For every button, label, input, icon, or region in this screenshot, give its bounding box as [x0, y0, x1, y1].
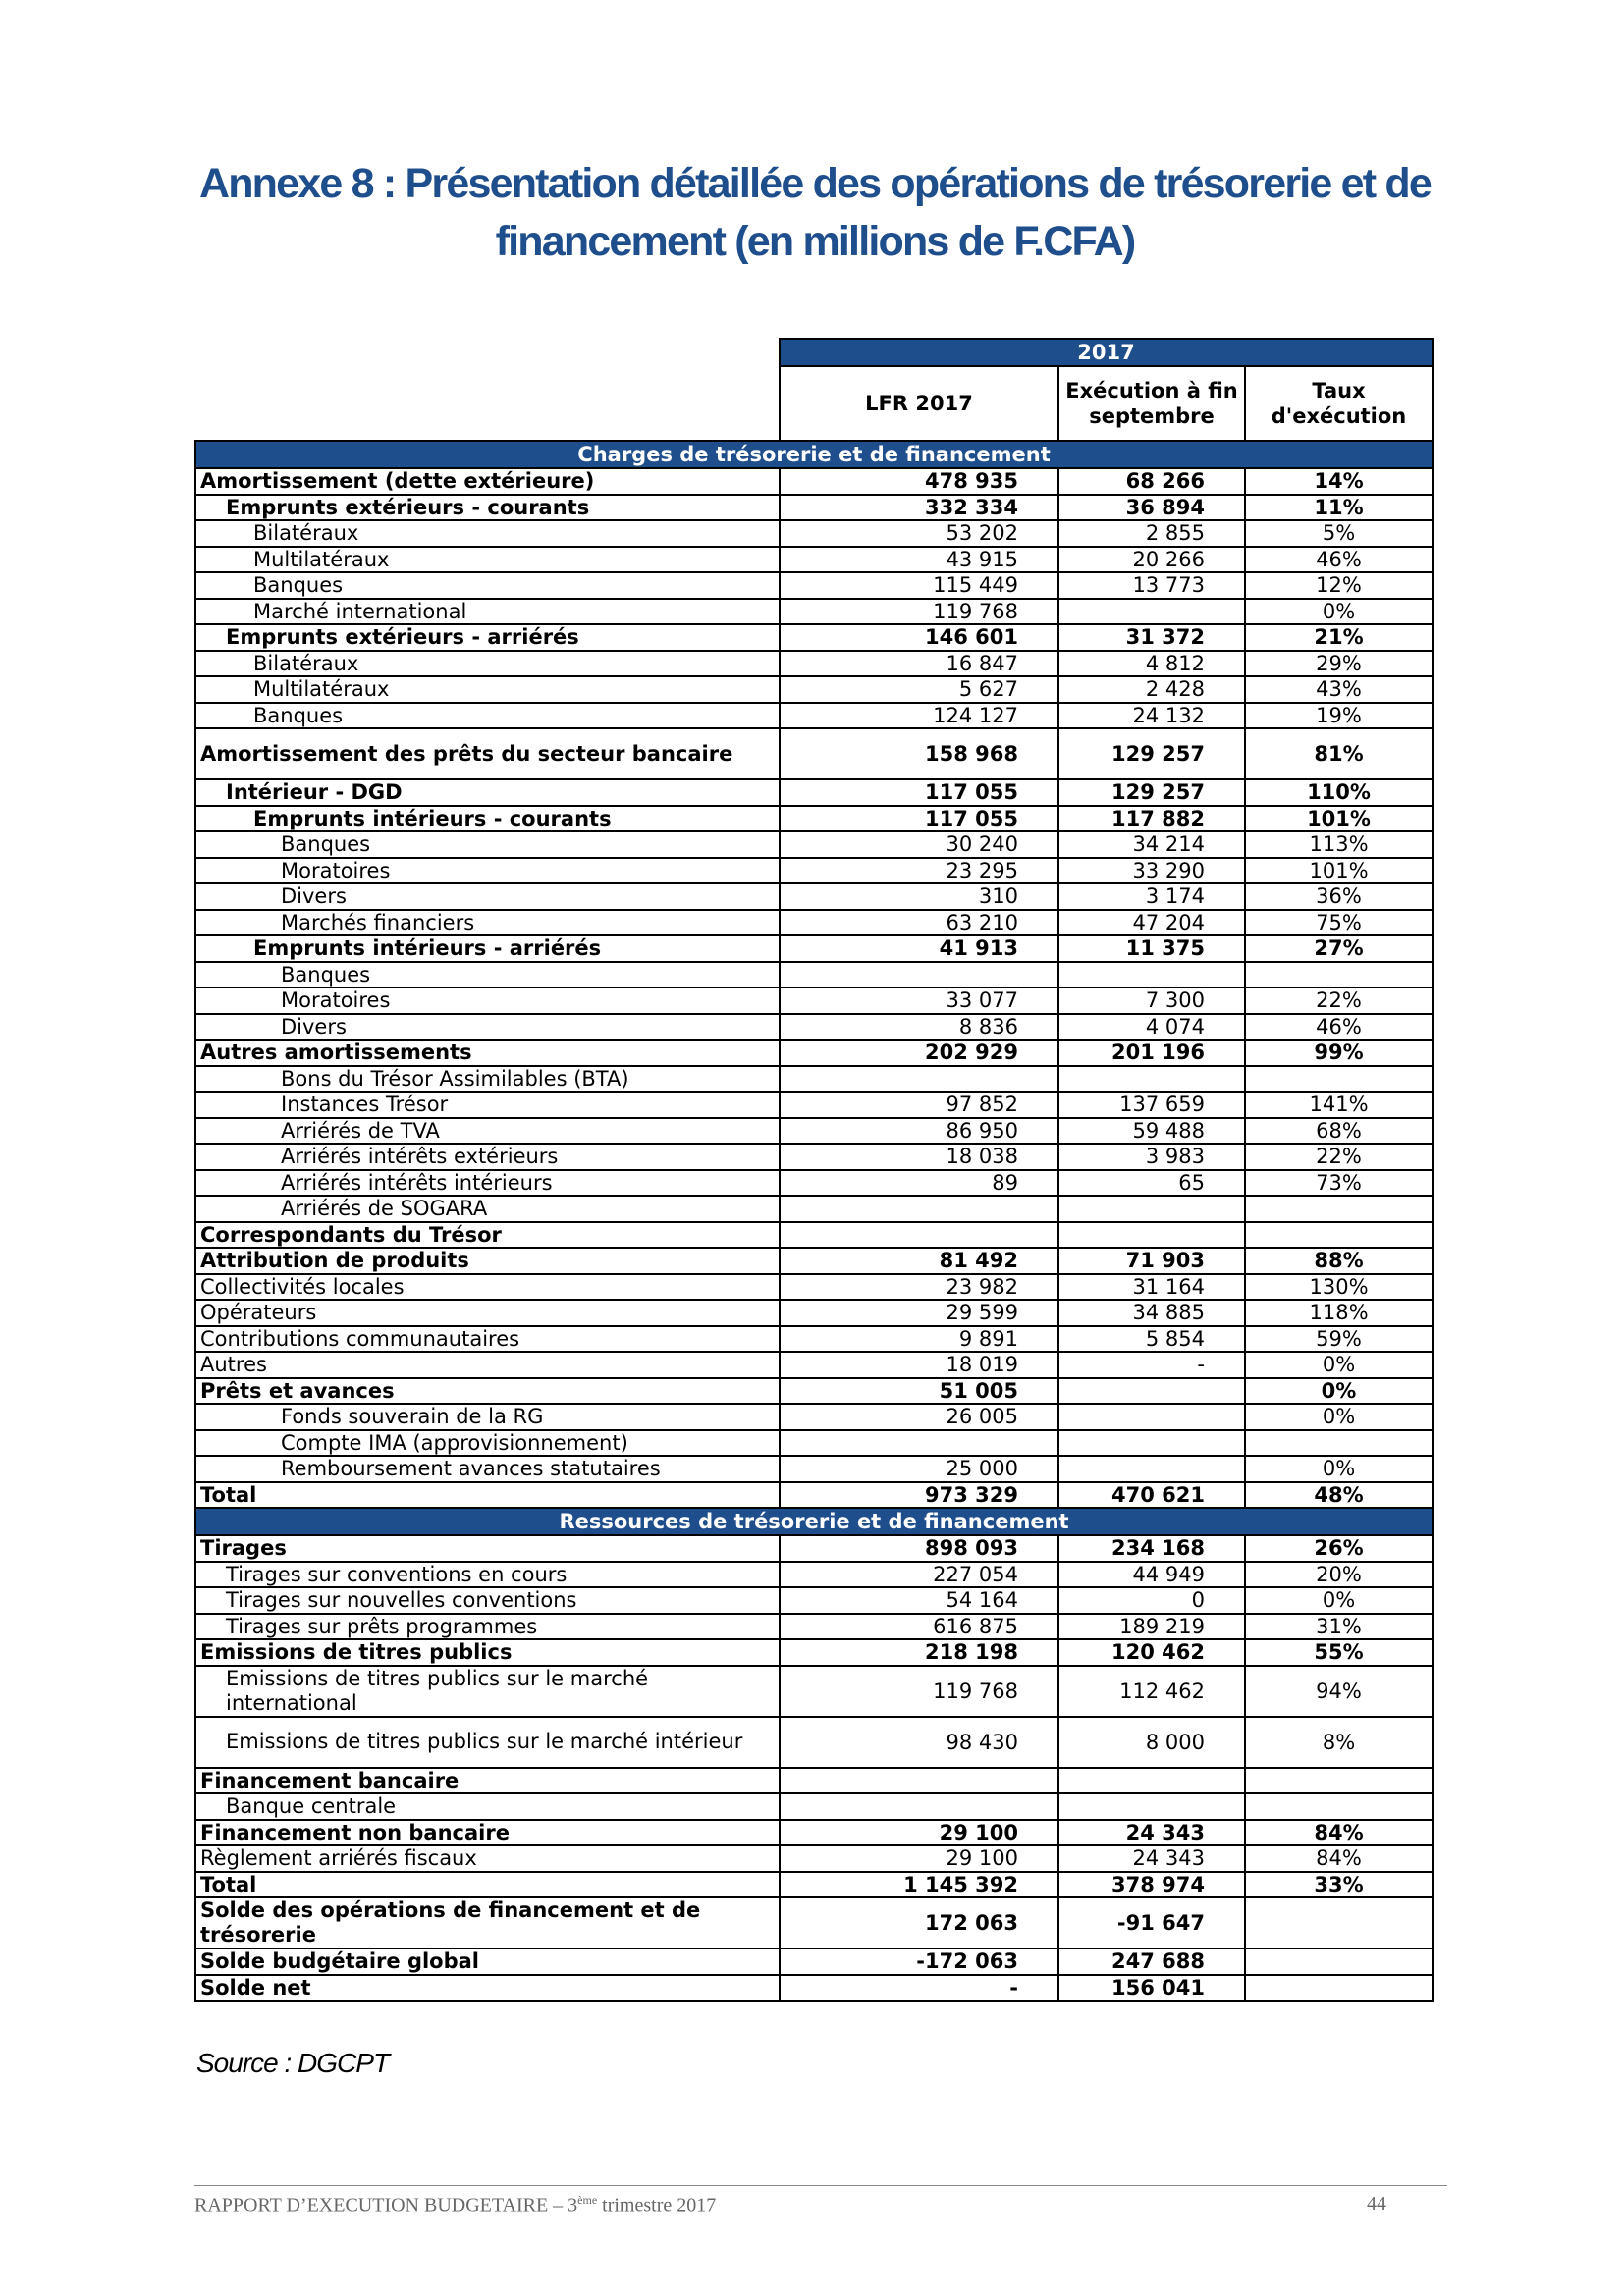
- row-label: Financement non bancaire: [195, 1820, 780, 1846]
- lfr-value: 53 202: [780, 520, 1058, 547]
- taux-value: 19%: [1245, 703, 1433, 729]
- table-row: [195, 962, 1433, 988]
- lfr-value: 146 601: [780, 624, 1058, 651]
- col-header-lfr: LFR 2017: [780, 366, 1058, 441]
- taux-value: 43%: [1245, 676, 1433, 703]
- lfr-value: 616 875: [780, 1614, 1058, 1640]
- exec-value: 65: [1058, 1170, 1245, 1197]
- table-row: [195, 779, 1433, 806]
- taux-value: 22%: [1245, 988, 1433, 1014]
- table-row: [195, 1196, 1433, 1222]
- taux-value: 68%: [1245, 1118, 1433, 1145]
- lfr-value: [780, 1196, 1058, 1222]
- exec-value: 20 266: [1058, 547, 1245, 573]
- lfr-value: 18 038: [780, 1144, 1058, 1170]
- table-row: [195, 1845, 1433, 1872]
- row-label: Autres amortissements: [195, 1040, 780, 1066]
- lfr-value: 117 055: [780, 779, 1058, 806]
- table-row: [195, 1040, 1433, 1066]
- exec-value: [1058, 1066, 1245, 1093]
- lfr-value: 119 768: [780, 1666, 1058, 1717]
- exec-value: [1058, 1430, 1245, 1457]
- exec-value: 24 343: [1058, 1820, 1245, 1846]
- taux-value: [1245, 1768, 1433, 1794]
- exec-value: [1058, 962, 1245, 988]
- row-label: Emprunts intérieurs - courants: [195, 806, 780, 832]
- table-row: [195, 1066, 1433, 1093]
- taux-value: 36%: [1245, 883, 1433, 910]
- taux-value: 11%: [1245, 495, 1433, 521]
- row-label: Divers: [195, 1014, 780, 1041]
- row-label: Prêts et avances: [195, 1378, 780, 1405]
- title-line-2: financement (en millions de F.CFA): [495, 218, 1135, 265]
- exec-value: 470 621: [1058, 1482, 1245, 1509]
- row-label: Fonds souverain de la RG: [195, 1404, 780, 1430]
- row-label: Collectivités locales: [195, 1274, 780, 1301]
- taux-value: 46%: [1245, 547, 1433, 573]
- row-label: Règlement arriérés fiscaux: [195, 1845, 780, 1872]
- lfr-value: 41 913: [780, 935, 1058, 962]
- table-row: [195, 651, 1433, 677]
- taux-value: 20%: [1245, 1562, 1433, 1588]
- lfr-value: 9 891: [780, 1326, 1058, 1353]
- row-label: Emissions de titres publics: [195, 1639, 780, 1666]
- taux-value: 88%: [1245, 1248, 1433, 1274]
- exec-value: 7 300: [1058, 988, 1245, 1014]
- table-row: [195, 1897, 1433, 1949]
- exec-value: 234 168: [1058, 1535, 1245, 1562]
- footer-report-title: RAPPORT D’EXECUTION BUDGETAIRE – 3: [194, 2194, 578, 2216]
- column-header-row: [195, 366, 1433, 441]
- row-label: Remboursement avances statutaires: [195, 1456, 780, 1482]
- exec-value: 189 219: [1058, 1614, 1245, 1640]
- exec-value: 0: [1058, 1587, 1245, 1614]
- table-row: [195, 572, 1433, 599]
- page-number: 44: [1367, 2193, 1386, 2215]
- row-label: Divers: [195, 883, 780, 910]
- row-label: Attribution de produits: [195, 1248, 780, 1274]
- exec-value: 31 372: [1058, 624, 1245, 651]
- table-row: [195, 1975, 1433, 2002]
- table-row: [195, 806, 1433, 832]
- table-row: [195, 1768, 1433, 1794]
- table-row: [195, 1144, 1433, 1170]
- row-label: Financement bancaire: [195, 1768, 780, 1794]
- exec-value: 24 343: [1058, 1845, 1245, 1872]
- table-row: [195, 1949, 1433, 1975]
- lfr-value: 29 599: [780, 1300, 1058, 1326]
- taux-value: 33%: [1245, 1872, 1433, 1898]
- lfr-value: 227 054: [780, 1562, 1058, 1588]
- lfr-value: [780, 1066, 1058, 1093]
- taux-value: [1245, 1897, 1433, 1949]
- taux-value: [1245, 1793, 1433, 1820]
- footer-divider: [194, 2185, 1447, 2186]
- exec-value: 3 983: [1058, 1144, 1245, 1170]
- lfr-value: 119 768: [780, 599, 1058, 625]
- taux-value: [1245, 1066, 1433, 1093]
- table-row: [195, 1456, 1433, 1482]
- row-label: Solde budgétaire global: [195, 1949, 780, 1975]
- table-row: [195, 1820, 1433, 1846]
- table-row: [195, 676, 1433, 703]
- lfr-value: [780, 1222, 1058, 1249]
- table-row: [195, 1092, 1433, 1118]
- table-row: [195, 1793, 1433, 1820]
- row-label: Arriérés intérêts extérieurs: [195, 1144, 780, 1170]
- table-row: [195, 1352, 1433, 1378]
- exec-value: [1058, 1793, 1245, 1820]
- lfr-value: 29 100: [780, 1820, 1058, 1846]
- lfr-value: 43 915: [780, 547, 1058, 573]
- exec-value: -: [1058, 1352, 1245, 1378]
- exec-value: 4 812: [1058, 651, 1245, 677]
- exec-value: 378 974: [1058, 1872, 1245, 1898]
- exec-value: 2 855: [1058, 520, 1245, 547]
- taux-value: 81%: [1245, 728, 1433, 779]
- table-row: [195, 1587, 1433, 1614]
- lfr-value: 117 055: [780, 806, 1058, 832]
- row-label: Autres: [195, 1352, 780, 1378]
- exec-value: [1058, 1768, 1245, 1794]
- row-label: Instances Trésor: [195, 1092, 780, 1118]
- taux-value: [1245, 962, 1433, 988]
- exec-value: 129 257: [1058, 728, 1245, 779]
- title-line-1: Annexe 8 : Présentation détaillée des opérations de trésorerie et de: [198, 160, 1432, 207]
- row-label: Amortissement des prêts du secteur bancaire: [195, 728, 780, 779]
- lfr-value: 89: [780, 1170, 1058, 1197]
- exec-value: 34 885: [1058, 1300, 1245, 1326]
- row-label: Tirages sur nouvelles conventions: [195, 1587, 780, 1614]
- exec-value: 137 659: [1058, 1092, 1245, 1118]
- table-row: [195, 1535, 1433, 1562]
- lfr-value: 18 019: [780, 1352, 1058, 1378]
- exec-value: [1058, 1378, 1245, 1405]
- taux-value: 0%: [1245, 599, 1433, 625]
- taux-value: 110%: [1245, 779, 1433, 806]
- lfr-value: 63 210: [780, 910, 1058, 936]
- lfr-value: 158 968: [780, 728, 1058, 779]
- table-row: [195, 468, 1433, 495]
- exec-value: 36 894: [1058, 495, 1245, 521]
- exec-value: 4 074: [1058, 1014, 1245, 1041]
- table-row: [195, 883, 1433, 910]
- table-row: [195, 910, 1433, 936]
- row-label: Bilatéraux: [195, 520, 780, 547]
- row-label: Multilatéraux: [195, 547, 780, 573]
- section-charges-header: Charges de trésorerie et de financement: [195, 441, 1433, 468]
- table-row: [195, 1378, 1433, 1405]
- taux-value: 29%: [1245, 651, 1433, 677]
- lfr-value: -: [780, 1975, 1058, 2002]
- row-label: Moratoires: [195, 858, 780, 884]
- page-title: [187, 155, 1443, 271]
- row-label: Banques: [195, 703, 780, 729]
- exec-value: [1058, 1404, 1245, 1430]
- table-row: [195, 1118, 1433, 1145]
- exec-value: 247 688: [1058, 1949, 1245, 1975]
- lfr-value: 23 295: [780, 858, 1058, 884]
- table-row: [195, 1430, 1433, 1457]
- exec-value: 117 882: [1058, 806, 1245, 832]
- row-label: Solde des opérations de financement et de trésorerie: [195, 1897, 780, 1949]
- exec-value: 44 949: [1058, 1562, 1245, 1588]
- col-header-taux: Taux d'exécution: [1245, 366, 1433, 441]
- lfr-value: 98 430: [780, 1717, 1058, 1768]
- exec-value: 33 290: [1058, 858, 1245, 884]
- row-label: Bons du Trésor Assimilables (BTA): [195, 1066, 780, 1093]
- row-label: Emissions de titres publics sur le marché international: [195, 1666, 780, 1717]
- row-label: Bilatéraux: [195, 651, 780, 677]
- taux-value: [1245, 1222, 1433, 1249]
- taux-value: 26%: [1245, 1535, 1433, 1562]
- table-row: [195, 1872, 1433, 1898]
- taux-value: 99%: [1245, 1040, 1433, 1066]
- lfr-value: 898 093: [780, 1535, 1058, 1562]
- row-label: Tirages sur prêts programmes: [195, 1614, 780, 1640]
- row-label: Compte IMA (approvisionnement): [195, 1430, 780, 1457]
- source-note: Source : DGCPT: [196, 2048, 390, 2078]
- row-label: Emprunts extérieurs - courants: [195, 495, 780, 521]
- taux-value: 8%: [1245, 1717, 1433, 1768]
- row-label: Solde net: [195, 1975, 780, 2002]
- table-row: [195, 1300, 1433, 1326]
- taux-value: 113%: [1245, 831, 1433, 858]
- lfr-value: 124 127: [780, 703, 1058, 729]
- exec-value: 5 854: [1058, 1326, 1245, 1353]
- taux-value: 0%: [1245, 1404, 1433, 1430]
- lfr-value: 310: [780, 883, 1058, 910]
- lfr-value: [780, 962, 1058, 988]
- exec-value: 47 204: [1058, 910, 1245, 936]
- row-label: Emissions de titres publics sur le marché intérieur: [195, 1717, 780, 1768]
- taux-value: 130%: [1245, 1274, 1433, 1301]
- exec-value: [1058, 1196, 1245, 1222]
- row-label: Contributions communautaires: [195, 1326, 780, 1353]
- row-label: Tirages: [195, 1535, 780, 1562]
- taux-value: 12%: [1245, 572, 1433, 599]
- lfr-value: 16 847: [780, 651, 1058, 677]
- taux-value: 84%: [1245, 1845, 1433, 1872]
- row-label: Opérateurs: [195, 1300, 780, 1326]
- row-label: Intérieur - DGD: [195, 779, 780, 806]
- lfr-value: 478 935: [780, 468, 1058, 495]
- table-row: [195, 831, 1433, 858]
- lfr-value: -172 063: [780, 1949, 1058, 1975]
- table-row: [195, 599, 1433, 625]
- row-label: Marchés financiers: [195, 910, 780, 936]
- section-charges-row: [195, 441, 1433, 468]
- lfr-value: [780, 1430, 1058, 1457]
- taux-value: [1245, 1975, 1433, 2002]
- row-label: Banques: [195, 962, 780, 988]
- lfr-value: 8 836: [780, 1014, 1058, 1041]
- table-row: [195, 988, 1433, 1014]
- footer-quarter: trimestre 2017: [597, 2194, 717, 2216]
- lfr-value: 51 005: [780, 1378, 1058, 1405]
- row-label: Total: [195, 1482, 780, 1509]
- row-label: Multilatéraux: [195, 676, 780, 703]
- row-label: Banques: [195, 831, 780, 858]
- table-row: [195, 1170, 1433, 1197]
- taux-value: 0%: [1245, 1352, 1433, 1378]
- lfr-value: 332 334: [780, 495, 1058, 521]
- table-row: [195, 624, 1433, 651]
- taux-value: 0%: [1245, 1456, 1433, 1482]
- exec-value: 13 773: [1058, 572, 1245, 599]
- lfr-value: 54 164: [780, 1587, 1058, 1614]
- row-label: Marché international: [195, 599, 780, 625]
- row-label: Total: [195, 1872, 780, 1898]
- lfr-value: [780, 1793, 1058, 1820]
- row-label: Moratoires: [195, 988, 780, 1014]
- taux-value: 75%: [1245, 910, 1433, 936]
- exec-value: 31 164: [1058, 1274, 1245, 1301]
- table-row: [195, 1274, 1433, 1301]
- table-row: [195, 1404, 1433, 1430]
- taux-value: 0%: [1245, 1378, 1433, 1405]
- row-label: Arriérés de TVA: [195, 1118, 780, 1145]
- lfr-value: 29 100: [780, 1845, 1058, 1872]
- taux-value: 141%: [1245, 1092, 1433, 1118]
- table-row: [195, 1614, 1433, 1640]
- taux-value: 21%: [1245, 624, 1433, 651]
- table-row: [195, 728, 1433, 779]
- lfr-value: 30 240: [780, 831, 1058, 858]
- taux-value: 27%: [1245, 935, 1433, 962]
- exec-value: 129 257: [1058, 779, 1245, 806]
- exec-value: [1058, 1456, 1245, 1482]
- row-label: Banque centrale: [195, 1793, 780, 1820]
- taux-value: 14%: [1245, 468, 1433, 495]
- taux-value: 94%: [1245, 1666, 1433, 1717]
- lfr-value: 172 063: [780, 1897, 1058, 1949]
- exec-value: 3 174: [1058, 883, 1245, 910]
- exec-value: 112 462: [1058, 1666, 1245, 1717]
- taux-value: 0%: [1245, 1587, 1433, 1614]
- lfr-value: 26 005: [780, 1404, 1058, 1430]
- table-row: [195, 520, 1433, 547]
- exec-value: 156 041: [1058, 1975, 1245, 2002]
- taux-value: 84%: [1245, 1820, 1433, 1846]
- section-ressources-row: [195, 1508, 1433, 1535]
- year-header: 2017: [780, 339, 1433, 366]
- exec-value: 71 903: [1058, 1248, 1245, 1274]
- section-ressources-header: Ressources de trésorerie et de financement: [195, 1508, 1433, 1535]
- lfr-value: 115 449: [780, 572, 1058, 599]
- table-row: [195, 1639, 1433, 1666]
- lfr-value: 973 329: [780, 1482, 1058, 1509]
- taux-value: [1245, 1949, 1433, 1975]
- row-label: Arriérés intérêts intérieurs: [195, 1170, 780, 1197]
- exec-value: 11 375: [1058, 935, 1245, 962]
- taux-value: [1245, 1430, 1433, 1457]
- table-row: [195, 547, 1433, 573]
- taux-value: 73%: [1245, 1170, 1433, 1197]
- lfr-value: 81 492: [780, 1248, 1058, 1274]
- lfr-value: 5 627: [780, 676, 1058, 703]
- exec-value: 8 000: [1058, 1717, 1245, 1768]
- table-row: [195, 1482, 1433, 1509]
- row-label: Amortissement (dette extérieure): [195, 468, 780, 495]
- taux-value: 48%: [1245, 1482, 1433, 1509]
- table-row: [195, 1222, 1433, 1249]
- taux-value: 31%: [1245, 1614, 1433, 1640]
- table-row: [195, 1666, 1433, 1717]
- table-row: [195, 495, 1433, 521]
- exec-value: [1058, 1222, 1245, 1249]
- lfr-value: 202 929: [780, 1040, 1058, 1066]
- taux-value: 5%: [1245, 520, 1433, 547]
- exec-value: 201 196: [1058, 1040, 1245, 1066]
- table-row: [195, 1248, 1433, 1274]
- row-label: Banques: [195, 572, 780, 599]
- lfr-value: 97 852: [780, 1092, 1058, 1118]
- row-label: Tirages sur conventions en cours: [195, 1562, 780, 1588]
- taux-value: 55%: [1245, 1639, 1433, 1666]
- lfr-value: 23 982: [780, 1274, 1058, 1301]
- table-row: [195, 858, 1433, 884]
- taux-value: 46%: [1245, 1014, 1433, 1041]
- lfr-value: 33 077: [780, 988, 1058, 1014]
- taux-value: 22%: [1245, 1144, 1433, 1170]
- table-row: [195, 1014, 1433, 1041]
- exec-value: 34 214: [1058, 831, 1245, 858]
- row-label: Emprunts extérieurs - arriérés: [195, 624, 780, 651]
- exec-value: 2 428: [1058, 676, 1245, 703]
- row-label: Correspondants du Trésor: [195, 1222, 780, 1249]
- lfr-value: 218 198: [780, 1639, 1058, 1666]
- year-header-row: [195, 339, 1433, 366]
- table-row: [195, 1717, 1433, 1768]
- row-label: Arriérés de SOGARA: [195, 1196, 780, 1222]
- table-row: [195, 703, 1433, 729]
- taux-value: 101%: [1245, 858, 1433, 884]
- financing-table: [194, 338, 1434, 2002]
- taux-value: 59%: [1245, 1326, 1433, 1353]
- exec-value: -91 647: [1058, 1897, 1245, 1949]
- exec-value: 120 462: [1058, 1639, 1245, 1666]
- exec-value: 24 132: [1058, 703, 1245, 729]
- row-label: Emprunts intérieurs - arriérés: [195, 935, 780, 962]
- taux-value: [1245, 1196, 1433, 1222]
- taux-value: 118%: [1245, 1300, 1433, 1326]
- exec-value: 59 488: [1058, 1118, 1245, 1145]
- exec-value: [1058, 599, 1245, 625]
- col-header-exec: Exécution à fin septembre: [1058, 366, 1245, 441]
- footer-text: [194, 2193, 1384, 2217]
- footer-superscript: ème: [577, 2193, 598, 2207]
- lfr-value: 1 145 392: [780, 1872, 1058, 1898]
- lfr-value: 25 000: [780, 1456, 1058, 1482]
- lfr-value: [780, 1768, 1058, 1794]
- lfr-value: 86 950: [780, 1118, 1058, 1145]
- table-row: [195, 935, 1433, 962]
- table-row: [195, 1326, 1433, 1353]
- table-row: [195, 1562, 1433, 1588]
- taux-value: 101%: [1245, 806, 1433, 832]
- exec-value: 68 266: [1058, 468, 1245, 495]
